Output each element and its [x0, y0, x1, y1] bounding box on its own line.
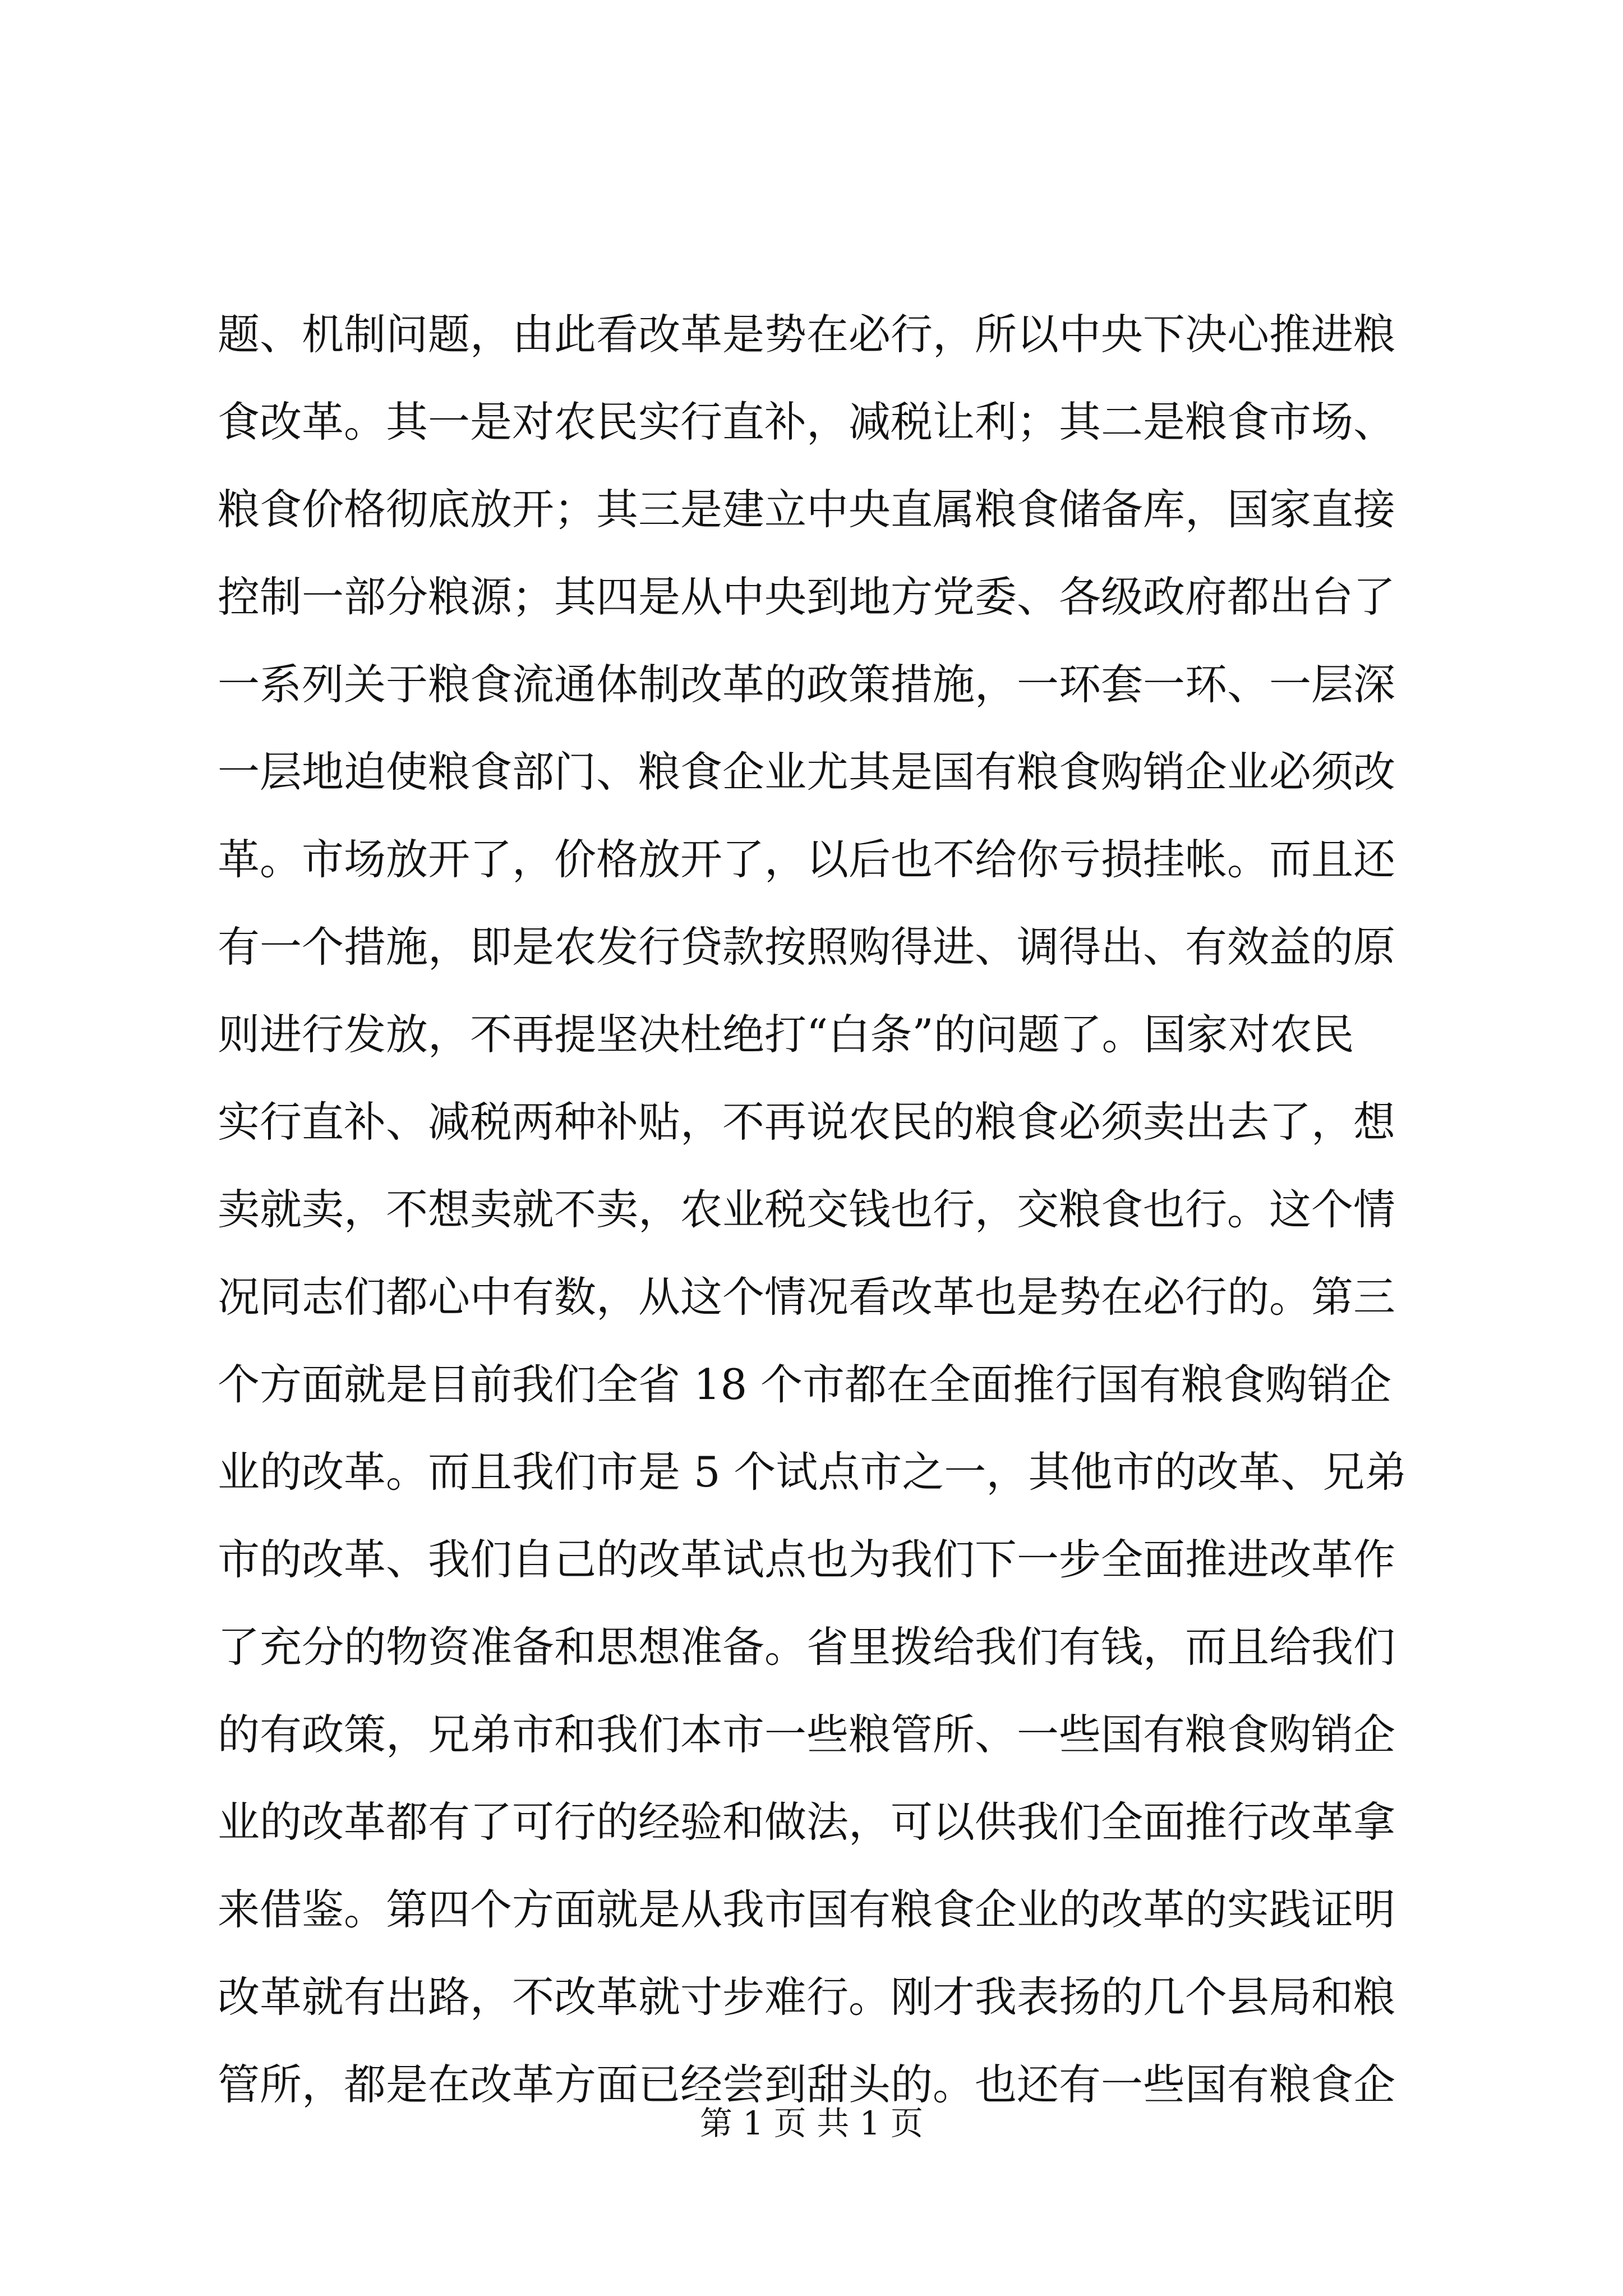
text-line: 市的改革、我们自己的改革试点也为我们下一步全面推进改革作: [218, 1535, 1396, 1584]
text-line: 的有政策，兄弟市和我们本市一些粮管所、一些国有粮食购销企: [218, 1710, 1396, 1759]
text-line: 有一个措施，即是农发行贷款按照购得进、调得出、有效益的原: [218, 922, 1396, 972]
text-line: 一系列关于粮食流通体制改革的政策措施，一环套一环、一层深: [218, 660, 1396, 709]
text-line: 一层地迫使粮食部门、粮食企业尤其是国有粮食购销企业必须改: [218, 747, 1396, 797]
page-footer: [0, 2101, 1623, 2146]
text-line: 粮食价格彻底放开；其三是建立中央直属粮食储备库，国家直接: [218, 485, 1396, 534]
text-line: 了充分的物资准备和思想准备。省里拨给我们有钱，而且给我们: [218, 1622, 1396, 1672]
page-number-label: 第 1 页 共 1 页: [700, 2104, 923, 2142]
text-line: 业的改革。而且我们市是 5 个试点市之一，其他市的改革、兄弟: [218, 1447, 1407, 1497]
text-line: 革。市场放开了，价格放开了，以后也不给你亏损挂帐。而且还: [218, 835, 1396, 884]
text-line: 实行直补、减税两种补贴，不再说农民的粮食必须卖出去了，想: [218, 1097, 1396, 1147]
text-line: 题、机制问题，由此看改革是势在必行，所以中央下决心推进粮: [218, 310, 1396, 359]
text-line: 管所，都是在改革方面已经尝到甜头的。也还有一些国有粮食企: [218, 2060, 1396, 2109]
text-line: 控制一部分粮源；其四是从中央到地方党委、各级政府都出台了: [218, 572, 1396, 622]
text-line: 况同志们都心中有数，从这个情况看改革也是势在必行的。第三: [218, 1272, 1396, 1322]
document-body: [218, 291, 1418, 2128]
text-line: 个方面就是目前我们全省 18 个市都在全面推行国有粮食购销企: [218, 1360, 1392, 1409]
text-line: 来借鉴。第四个方面就是从我市国有粮食企业的改革的实践证明: [218, 1885, 1396, 1934]
text-line: 食改革。其一是对农民实行直补，减税让利；其二是粮食市场、: [218, 397, 1396, 447]
text-line: 改革就有出路，不改革就寸步难行。刚才我表扬的几个县局和粮: [218, 1972, 1396, 2022]
text-line: 业的改革都有了可行的经验和做法，可以供我们全面推行改革拿: [218, 1797, 1396, 1847]
text-line: 卖就卖，不想卖就不卖，农业税交钱也行，交粮食也行。这个情: [218, 1185, 1396, 1234]
text-line: 则进行发放，不再提坚决杜绝打“白条”的问题了。国家对农民: [218, 1010, 1354, 1059]
